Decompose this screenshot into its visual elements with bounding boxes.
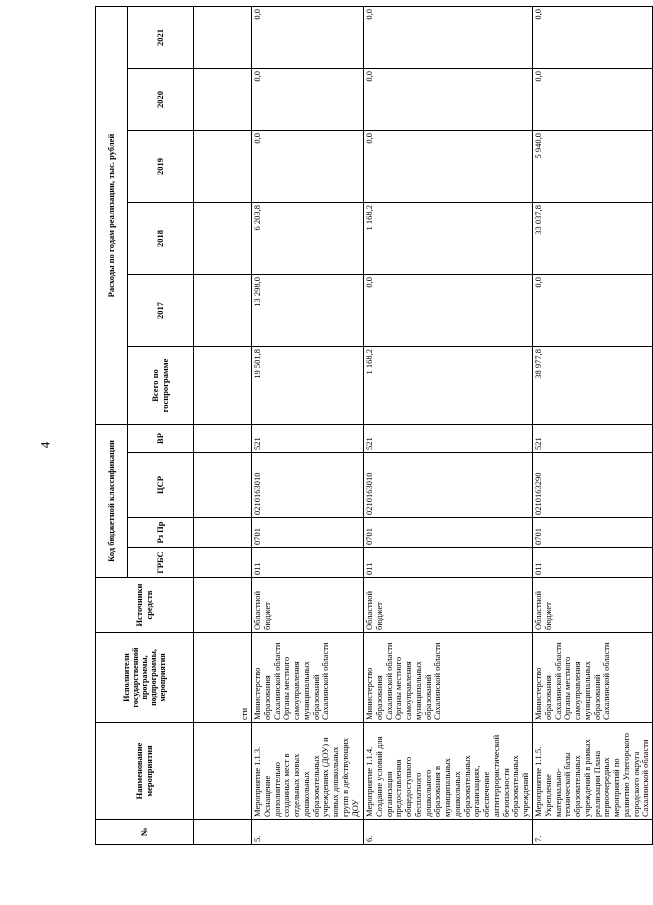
row-source: Областной бюджет <box>533 578 653 633</box>
row-csr: 0210163010 <box>364 453 533 518</box>
row-2019: 5 940,0 <box>533 131 653 203</box>
row-2020: 0,0 <box>533 69 653 131</box>
row-2017: 13 298,0 <box>252 275 364 347</box>
row-csr: 0210163290 <box>533 453 653 518</box>
row-2021: 0,0 <box>533 7 653 69</box>
header-2018: 2018 <box>128 203 194 275</box>
row-number: 7. <box>533 820 653 845</box>
row-2019: 0,0 <box>364 131 533 203</box>
row-2018: 33 037,8 <box>533 203 653 275</box>
row-name: Мероприятие 1.1.3. Оснащение дополнительно созданных мест в отдельных новых дошкольных образовательных учреждениях (ДОУ) и новых дошкольных групп в действующих ДОУ <box>252 723 364 820</box>
row-2021: 0,0 <box>364 7 533 69</box>
row-total: 38 977,8 <box>533 347 653 425</box>
rotated-table-frame <box>95 9 651 845</box>
row-source: Областной бюджет <box>364 578 533 633</box>
header-2019: 2019 <box>128 131 194 203</box>
row-executor: Министерство образования Сахалинской области Органы местного самоуправления муниципальных образований Сахалинской области <box>252 633 364 723</box>
row-executor: Министерство образования Сахалинской области Органы местного самоуправления муниципальных образований Сахалинской области <box>533 633 653 723</box>
row-total: 19 501,8 <box>252 347 364 425</box>
row-2017: 0,0 <box>533 275 653 347</box>
page-number: 4 <box>37 441 53 449</box>
table-row <box>533 7 653 845</box>
budget-table <box>95 6 653 845</box>
table-row <box>364 7 533 845</box>
table-row <box>194 7 252 845</box>
header-2020: 2020 <box>128 69 194 131</box>
row-vr: 521 <box>533 425 653 453</box>
row-executor: Министерство образования Сахалинской области Органы местного самоуправления муниципальных образований Сахалинской области <box>364 633 533 723</box>
row-2018: 1 168,2 <box>364 203 533 275</box>
row-2018: 6 203,8 <box>252 203 364 275</box>
header-grbs: ГРБС <box>128 548 194 578</box>
row-2019: 0,0 <box>252 131 364 203</box>
row-2020: 0,0 <box>252 69 364 131</box>
row-csr: 0210163010 <box>252 453 364 518</box>
table-row <box>252 7 364 845</box>
row-rzpr: 0701 <box>533 518 653 548</box>
row-vr: 521 <box>252 425 364 453</box>
header-budget-code: Код бюджетной классификации <box>96 425 128 578</box>
header-executor: Исполнители государственной программы, подпрограммы, мероприятия <box>96 633 194 723</box>
row-name: Мероприятие 1.1.5. Укрепление материально-технической базы образовательных учреждений в рамках реализации Плана первоочередных мероприятий по развитию Углегорского городского округа Сахалинской области <box>533 723 653 820</box>
row-2021: 0,0 <box>252 7 364 69</box>
row-rzpr: 0701 <box>252 518 364 548</box>
row-2017: 0,0 <box>364 275 533 347</box>
header-vr: ВР <box>128 425 194 453</box>
header-no: № <box>96 820 194 845</box>
row-rzpr: 0701 <box>364 518 533 548</box>
row-name: Мероприятие 1.1.4. Создание условий для организации предоставления общедоступного бесплатного дошкольного образования в муниципальных дошкольных образовательных организациях, обеспечение антитеррористической безопасности образовательных учреждений <box>364 723 533 820</box>
row-number: 5. <box>252 820 364 845</box>
row-2020: 0,0 <box>364 69 533 131</box>
row-total: 1 168,2 <box>364 347 533 425</box>
row-number: 6. <box>364 820 533 845</box>
header-rzpr: Рз Пр <box>128 518 194 548</box>
row-vr: 521 <box>364 425 533 453</box>
continuation-cell: сти <box>194 633 252 723</box>
header-total: Всего по госпрограмме <box>128 347 194 425</box>
header-2021: 2021 <box>128 7 194 69</box>
header-name: Наименование мероприятия <box>96 723 194 820</box>
header-csr: ЦСР <box>128 453 194 518</box>
row-grbs: 011 <box>364 548 533 578</box>
header-source: Источники средств <box>96 578 194 633</box>
header-2017: 2017 <box>128 275 194 347</box>
row-grbs: 011 <box>533 548 653 578</box>
row-source: Областной бюджет <box>252 578 364 633</box>
header-expenses: Расходы по годам реализации, тыс. рублей <box>96 7 128 425</box>
row-grbs: 011 <box>252 548 364 578</box>
